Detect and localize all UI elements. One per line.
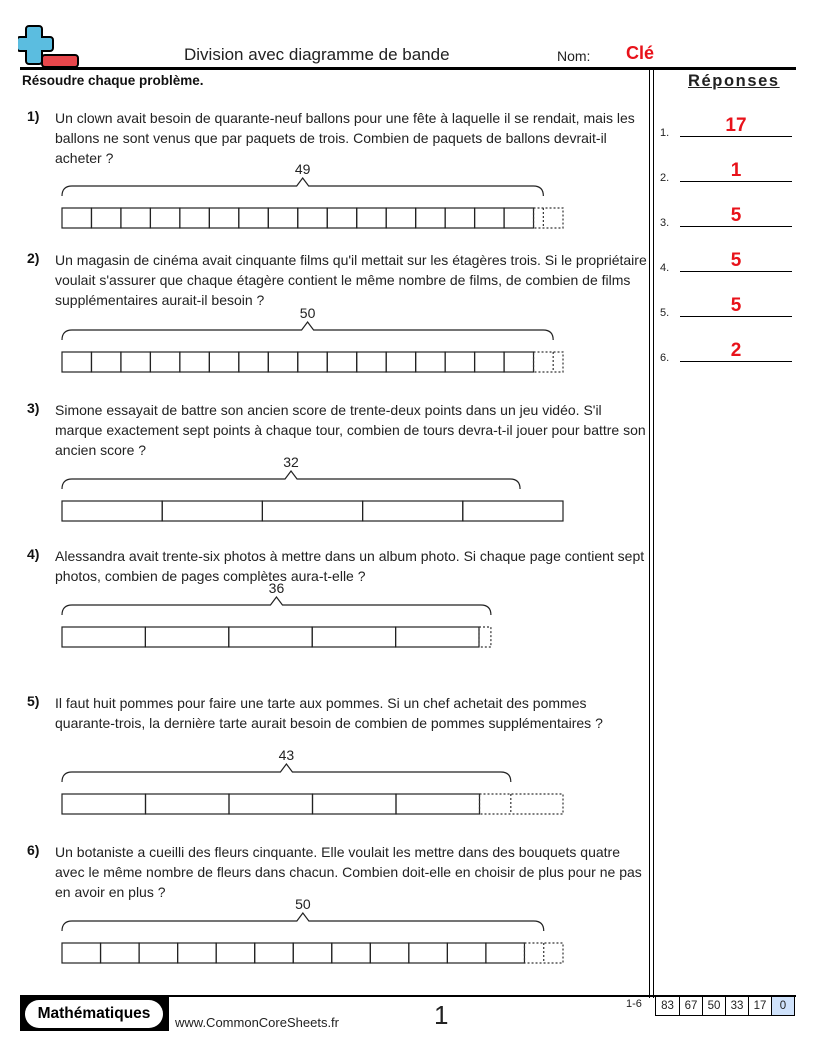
tape-segment [262, 501, 362, 521]
tape-diagram [25, 744, 585, 819]
score-range-label: 1-6 [626, 998, 642, 1010]
tape-segment [91, 352, 120, 372]
tape-segment [445, 208, 474, 228]
answer-line [680, 226, 792, 228]
tape-segment [239, 352, 268, 372]
score-table [655, 997, 795, 1016]
problem [25, 108, 650, 233]
problem-number: 2) [27, 250, 40, 266]
tape-segment [463, 501, 563, 521]
tape-segment [475, 208, 504, 228]
problem-number: 6) [27, 842, 40, 858]
tape-segment [445, 352, 474, 372]
answer-line [680, 316, 792, 318]
tape-total-label: 50 [299, 305, 316, 321]
tape-segment [91, 208, 120, 228]
tape-segment [62, 943, 101, 963]
tape-segment [62, 208, 91, 228]
tape-segment [178, 943, 217, 963]
answer-number: 1. [660, 127, 670, 139]
score-cell: 83 [661, 1000, 674, 1012]
footer-brand [20, 997, 169, 1031]
tape-segment [357, 352, 386, 372]
problem [25, 546, 650, 656]
worksheet-title: Division avec diagramme de bande [184, 45, 450, 64]
tape-segment [416, 352, 445, 372]
tape-segment [229, 794, 313, 814]
tape-total-label: 32 [283, 454, 299, 470]
tape-segment [486, 943, 525, 963]
tape-dotted-segment [534, 352, 563, 372]
tape-segment [416, 208, 445, 228]
answer-number: 3. [660, 217, 670, 229]
brand-label: Mathématiques [25, 1000, 163, 1028]
tape-segment [386, 352, 415, 372]
tape-segment [239, 208, 268, 228]
answer-value[interactable]: 1 [730, 160, 742, 181]
problem [25, 400, 650, 530]
tape-segment [298, 352, 327, 372]
tape-segment [268, 352, 297, 372]
problem-number: 1) [27, 108, 40, 124]
tape-segment [62, 794, 146, 814]
tape-segment [229, 627, 312, 647]
answer-value[interactable]: 5 [730, 250, 742, 271]
column-divider [653, 70, 654, 998]
tape-segment [447, 943, 486, 963]
tape-segment [121, 352, 150, 372]
tape-total-label: 49 [294, 161, 311, 177]
answer-value[interactable]: 17 [725, 115, 747, 136]
instructions: Résoudre chaque problème. [22, 73, 204, 88]
score-cell: 67 [679, 997, 702, 1015]
tape-diagram [25, 158, 585, 233]
tape-segment [162, 501, 262, 521]
tape-dotted-segment [534, 208, 563, 228]
score-cell: 0 [771, 997, 794, 1015]
problem [25, 693, 650, 823]
tape-segment [298, 208, 327, 228]
problem-text: Un magasin de cinéma avait cinquante films qu'il mettait sur les étagères trois. Si le propriétaire voulait s'assurer que chaque étagère contient le même nombre de films, de combien de films supplémentaires aurait-il besoin ? [55, 252, 647, 308]
tape-segment [62, 501, 162, 521]
tape-diagram [25, 451, 585, 526]
problem-text: Simone essayait de battre son ancien score de trente-deux points dans un jeu vidéo. S'il marque exactement sept points à chaque tour, combien de tours devra-t-il jouer pour battre son ancien score ? [55, 402, 646, 458]
tape-segment [293, 943, 332, 963]
tape-segment [209, 208, 238, 228]
tape-segment [180, 208, 209, 228]
answer-row [660, 115, 795, 139]
tape-segment [139, 943, 178, 963]
answer-value[interactable]: 5 [730, 205, 742, 226]
tape-total-label: 50 [295, 896, 311, 912]
tape-segment [268, 208, 297, 228]
score-cell: 50 [702, 997, 725, 1015]
answer-number: 2. [660, 172, 670, 184]
tape-diagram [25, 893, 585, 968]
tape-segment [121, 208, 150, 228]
tape-segment [386, 208, 415, 228]
problem-text: Un clown avait besoin de quarante-neuf ballons pour une fête à laquelle il se rendait, mais les ballons ne sont venus que par paquets de trois. Combien de paquets de ballons devrait-il acheter ? [55, 110, 635, 166]
answer-line [680, 361, 792, 363]
answer-value[interactable]: 2 [730, 340, 742, 361]
tape-diagram [25, 302, 585, 377]
answer-value[interactable]: 5 [730, 295, 742, 316]
tape-segment [101, 943, 140, 963]
site-url[interactable]: www.CommonCoreSheets.fr [175, 1015, 339, 1030]
tape-segment [146, 794, 230, 814]
problem-number: 4) [27, 546, 40, 562]
tape-segment [312, 627, 395, 647]
tape-segment [145, 627, 228, 647]
answer-line [680, 271, 792, 273]
answer-number: 4. [660, 262, 670, 274]
header-divider [20, 67, 796, 70]
name-value: Clé [626, 43, 655, 63]
answer-line [680, 136, 792, 138]
tape-diagram [25, 577, 585, 652]
tape-segment [504, 352, 533, 372]
tape-segment [504, 208, 533, 228]
tape-brace [62, 471, 520, 489]
tape-segment [255, 943, 294, 963]
tape-segment [313, 794, 397, 814]
tape-segment [370, 943, 409, 963]
tape-brace [62, 764, 511, 782]
name-label: Nom: [557, 48, 591, 64]
logo-icon [18, 22, 80, 68]
answer-row [660, 205, 795, 229]
tape-segment [62, 627, 145, 647]
tape-brace [62, 322, 553, 340]
problem [25, 250, 650, 380]
answer-line [680, 181, 792, 183]
tape-segment [180, 352, 209, 372]
tape-segment [216, 943, 255, 963]
score-cell: 33 [725, 997, 748, 1015]
answer-number: 6. [660, 352, 670, 364]
tape-segment [409, 943, 448, 963]
tape-segment [475, 352, 504, 372]
score-cell: 17 [748, 997, 771, 1015]
problem-text: Un botaniste a cueilli des fleurs cinquante. Elle voulait les mettre dans des bouquets quatre avec le même nombre de fleurs dans chacun. Combien doit-elle en choisir de plus pour ne pas en avoir en plus ? [55, 844, 642, 900]
answer-row [660, 160, 795, 184]
tape-dotted-segment [480, 794, 564, 814]
tape-segment [327, 208, 356, 228]
tape-total-label: 43 [278, 747, 295, 763]
answer-row [660, 250, 795, 274]
page-number: 1 [434, 1000, 449, 1030]
tape-brace [62, 178, 543, 196]
tape-segment [209, 352, 238, 372]
tape-segment [150, 352, 179, 372]
problem-text: Alessandra avait trente-six photos à mettre dans un album photo. Si chaque page contient sept photos, combien de pages complètes aura-t-elle ? [55, 548, 645, 584]
answer-number: 5. [660, 307, 670, 319]
tape-segment [62, 352, 91, 372]
problem-text: Il faut huit pommes pour faire une tarte aux pommes. Si un chef achetait des pommes quarante-trois, la dernière tarte aurait besoin de combien de pommes supplémentaires ? [55, 695, 603, 731]
tape-brace [62, 913, 544, 931]
problem [25, 842, 650, 972]
answer-row [660, 340, 795, 364]
tape-segment [327, 352, 356, 372]
problem-number: 3) [27, 400, 40, 416]
tape-segment [150, 208, 179, 228]
tape-segment [357, 208, 386, 228]
tape-dotted-segment [479, 627, 491, 647]
tape-segment [396, 627, 479, 647]
tape-segment [332, 943, 371, 963]
answers-heading: Réponses [688, 72, 780, 90]
tape-brace [62, 597, 491, 615]
answer-row [660, 295, 795, 319]
tape-segment [396, 794, 480, 814]
tape-total-label: 36 [268, 580, 285, 596]
tape-segment [363, 501, 463, 521]
problem-number: 5) [27, 693, 40, 709]
